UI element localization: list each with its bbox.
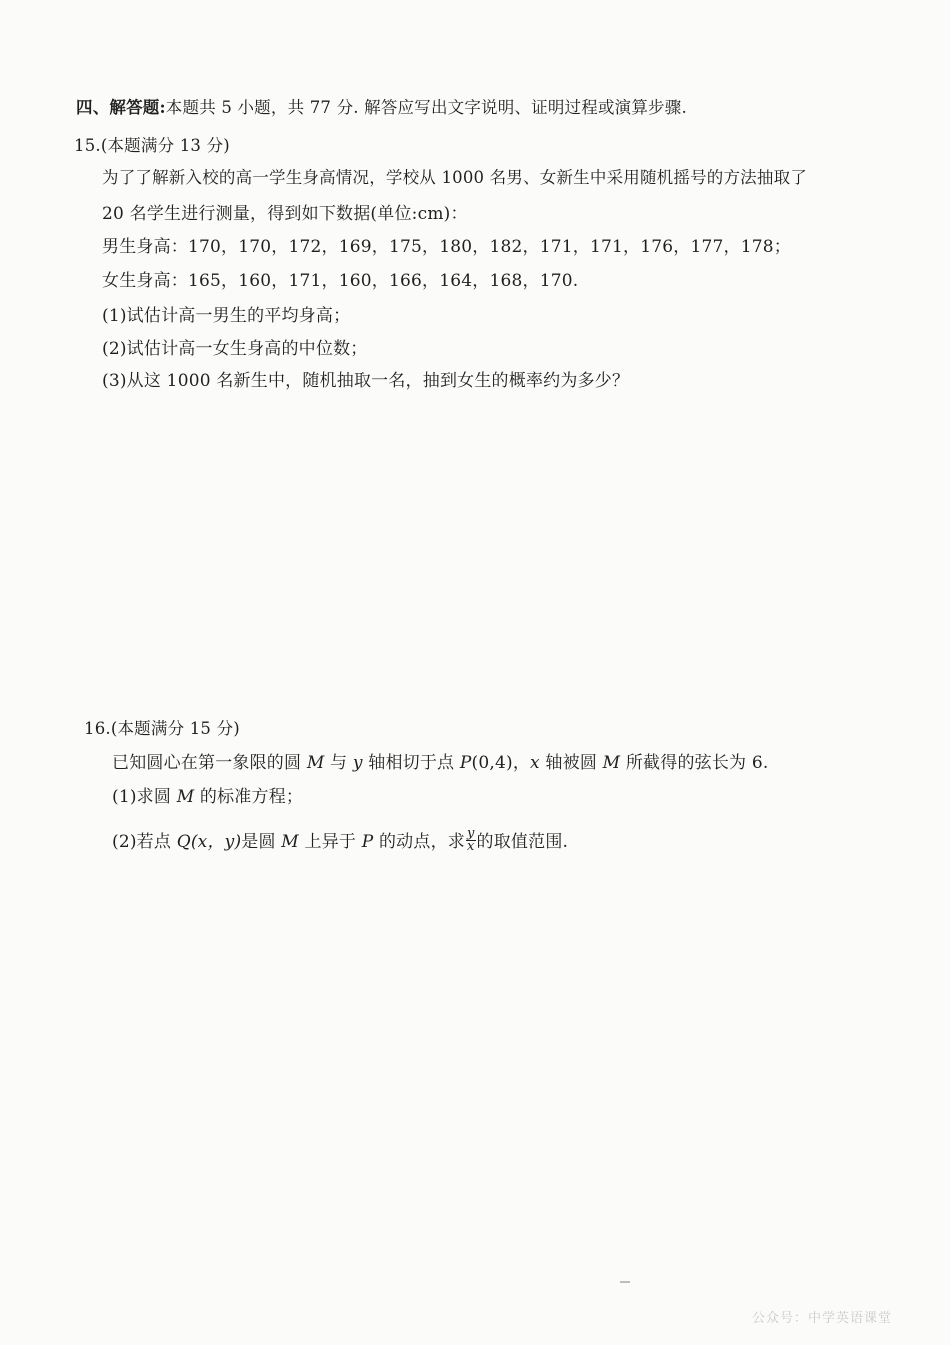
q15-part2: (2)试估计高一女生身高的中位数； bbox=[102, 339, 368, 359]
q16-part2-P: P bbox=[361, 832, 374, 852]
q16-part2-d: 的动点，求 bbox=[373, 832, 465, 852]
q15-male-heights: 男生身高：170，170，172，169，175，180，182，171，171，176，177，178； bbox=[102, 237, 791, 257]
fraction-denominator: x bbox=[466, 839, 475, 854]
q16-header bbox=[84, 718, 240, 740]
q16-part1-b: 的标准方程； bbox=[194, 787, 304, 807]
q16-part2 bbox=[112, 826, 569, 855]
q16-stem-P: P bbox=[459, 753, 472, 773]
q16-stem-x: x bbox=[530, 753, 540, 773]
q16-part2-c: 上异于 bbox=[298, 832, 362, 852]
q15-header bbox=[74, 135, 230, 157]
q15-intro-line2: 20 名学生进行测量，得到如下数据(单位:cm)： bbox=[102, 204, 468, 224]
watermark: 公众号：中学英语课堂 bbox=[751, 1311, 892, 1326]
q16-part2-M: M bbox=[281, 832, 299, 852]
q15-part1: (1)试估计高一男生的平均身高； bbox=[102, 306, 351, 326]
q16-number: 16. bbox=[84, 719, 111, 738]
q16-stem-c: 轴相切于点 bbox=[362, 753, 460, 773]
q15-part3: (3)从这 1000 名新生中，随机抽取一名，抽到女生的概率约为多少？ bbox=[102, 371, 630, 391]
q16-points: (本题满分 15 分) bbox=[110, 719, 240, 738]
section-description: 本题共 5 小题，共 77 分. 解答应写出文字说明、证明过程或演算步骤. bbox=[165, 98, 687, 117]
q16-stem-d: (0,4)， bbox=[471, 753, 531, 773]
q16-part2-a: (2)若点 bbox=[112, 832, 177, 852]
q16-part1-M: M bbox=[176, 787, 195, 807]
q16-part2-b: 是圆 bbox=[241, 832, 282, 852]
q16-part1-a: (1)求圆 bbox=[112, 787, 177, 807]
q16-stem-y: y bbox=[352, 753, 363, 773]
q16-stem-a: 已知圆心在第一象限的圆 bbox=[112, 753, 307, 773]
q16-stem bbox=[112, 752, 768, 774]
fraction-y-over-x bbox=[466, 828, 476, 853]
q16-stem-f: 所截得的弦长为 6. bbox=[620, 753, 769, 773]
q16-stem-M1: M bbox=[306, 753, 325, 773]
q16-part1 bbox=[112, 786, 303, 808]
section-title: 四、解答题 bbox=[76, 98, 160, 117]
section-colon: : bbox=[159, 98, 166, 117]
q15-number: 15. bbox=[74, 136, 101, 155]
q16-part2-e: 的取值范围. bbox=[476, 832, 569, 852]
q16-stem-M2: M bbox=[602, 753, 621, 773]
q15-points: (本题满分 13 分) bbox=[100, 136, 230, 155]
scan-speck bbox=[620, 1281, 630, 1283]
q16-stem-e: 轴被圆 bbox=[539, 753, 603, 773]
q16-stem-b: 与 bbox=[324, 753, 353, 773]
q15-female-heights: 女生身高：165，160，171，160，166，164，168，170. bbox=[102, 271, 579, 291]
section-heading bbox=[76, 97, 687, 119]
q16-part2-Q: Q(x，y) bbox=[176, 832, 242, 852]
q15-intro-line1: 为了了解新入校的高一学生身高情况，学校从 1000 名男、女新生中采用随机摇号的方法抽取了 bbox=[102, 168, 807, 187]
fraction-numerator: y bbox=[466, 826, 475, 841]
